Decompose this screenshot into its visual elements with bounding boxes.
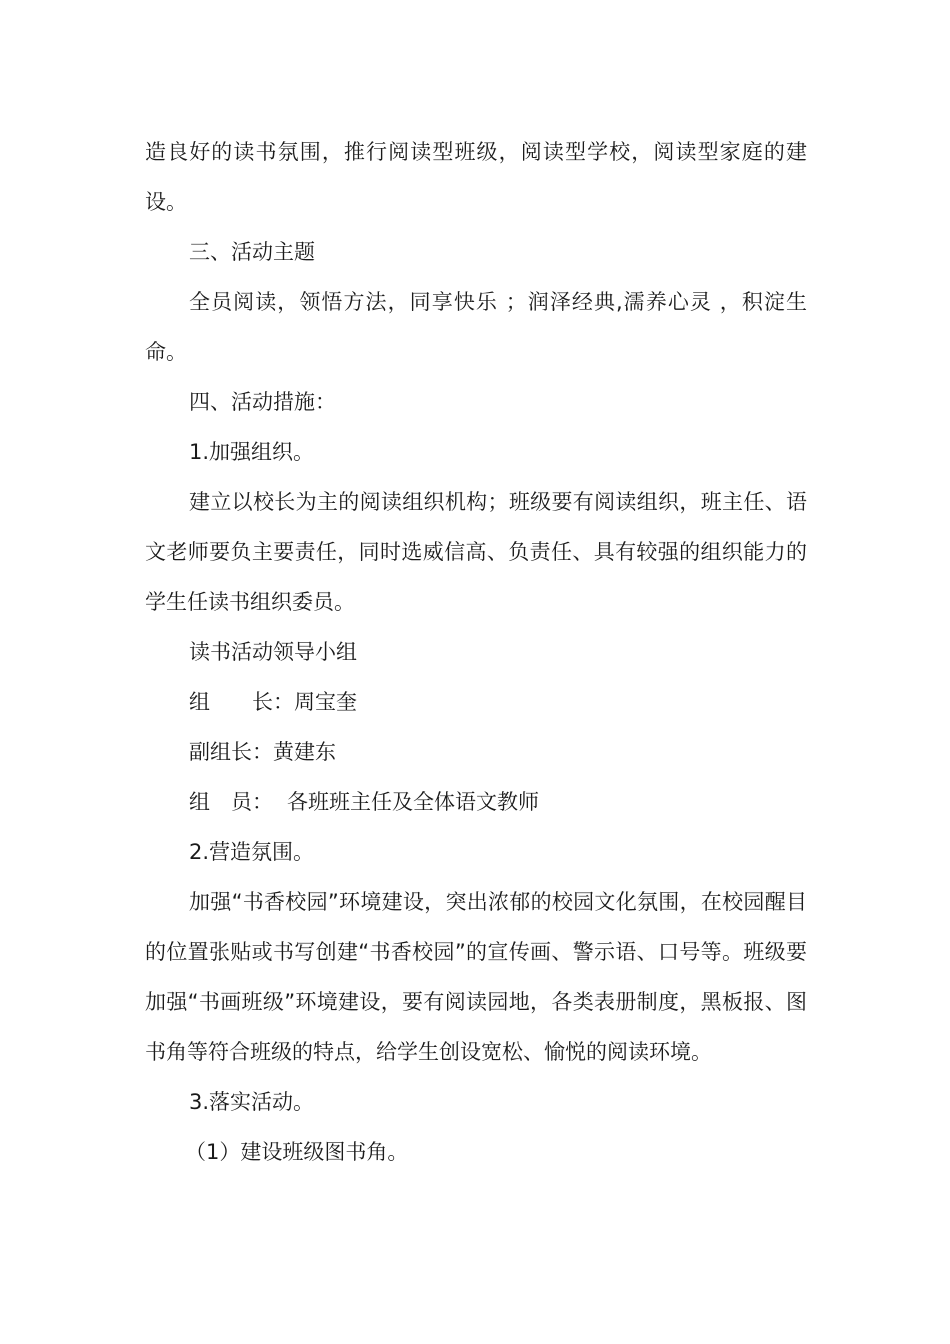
section-heading-activity-theme: 三、活动主题 [189,240,315,264]
roster-line-leader [145,677,807,727]
roster-value-members: 各班班主任及全体语文教师 [287,790,539,814]
measure-heading-activities: 3.落实活动。 [189,1090,315,1114]
paragraph-atmosphere: 加强“书香校园”环境建设，突出浓郁的校园文化氛围，在校园醒目的位置张贴或书写创建“书香校园”的宣传画、警示语、口号等。班级要加强“书画班级”环境建设，要有阅读园地，各类表册制度，黑板报、图书角等符合班级的特点，给学生创设宽松、愉悦的阅读环境。 [145,890,807,1064]
leadership-group-title: 读书活动领导小组 [189,640,357,664]
roster-value-leader: 周宝奎 [294,690,357,714]
roster-label-leader: 组 长： [189,690,294,714]
roster-line-members [145,777,807,827]
measure-heading-organization: 1.加强组织。 [189,440,315,464]
list-item-class-book-corner: （1）建设班级图书角。 [185,1140,409,1164]
section-heading-activity-measures: 四、活动措施： [189,390,336,414]
measure-heading-atmosphere: 2.营造氛围。 [189,840,315,864]
paragraph-intro-continued: 造良好的读书氛围，推行阅读型班级，阅读型学校，阅读型家庭的建设。 [145,140,807,214]
roster-line-deputy [145,727,807,777]
roster-label-members: 组 员： [189,790,273,814]
roster-label-deputy: 副组长： [189,740,273,764]
document-body [145,127,807,1177]
paragraph-organization: 建立以校长为主的阅读组织机构；班级要有阅读组织，班主任、语文老师要负主要责任，同时选威信高、负责任、具有较强的组织能力的学生任读书组织委员。 [145,490,807,614]
roster-value-deputy: 黄建东 [273,740,336,764]
paragraph-activity-theme: 全员阅读，领悟方法，同享快乐 ；润泽经典,濡养心灵 ，积淀生命。 [145,290,807,364]
